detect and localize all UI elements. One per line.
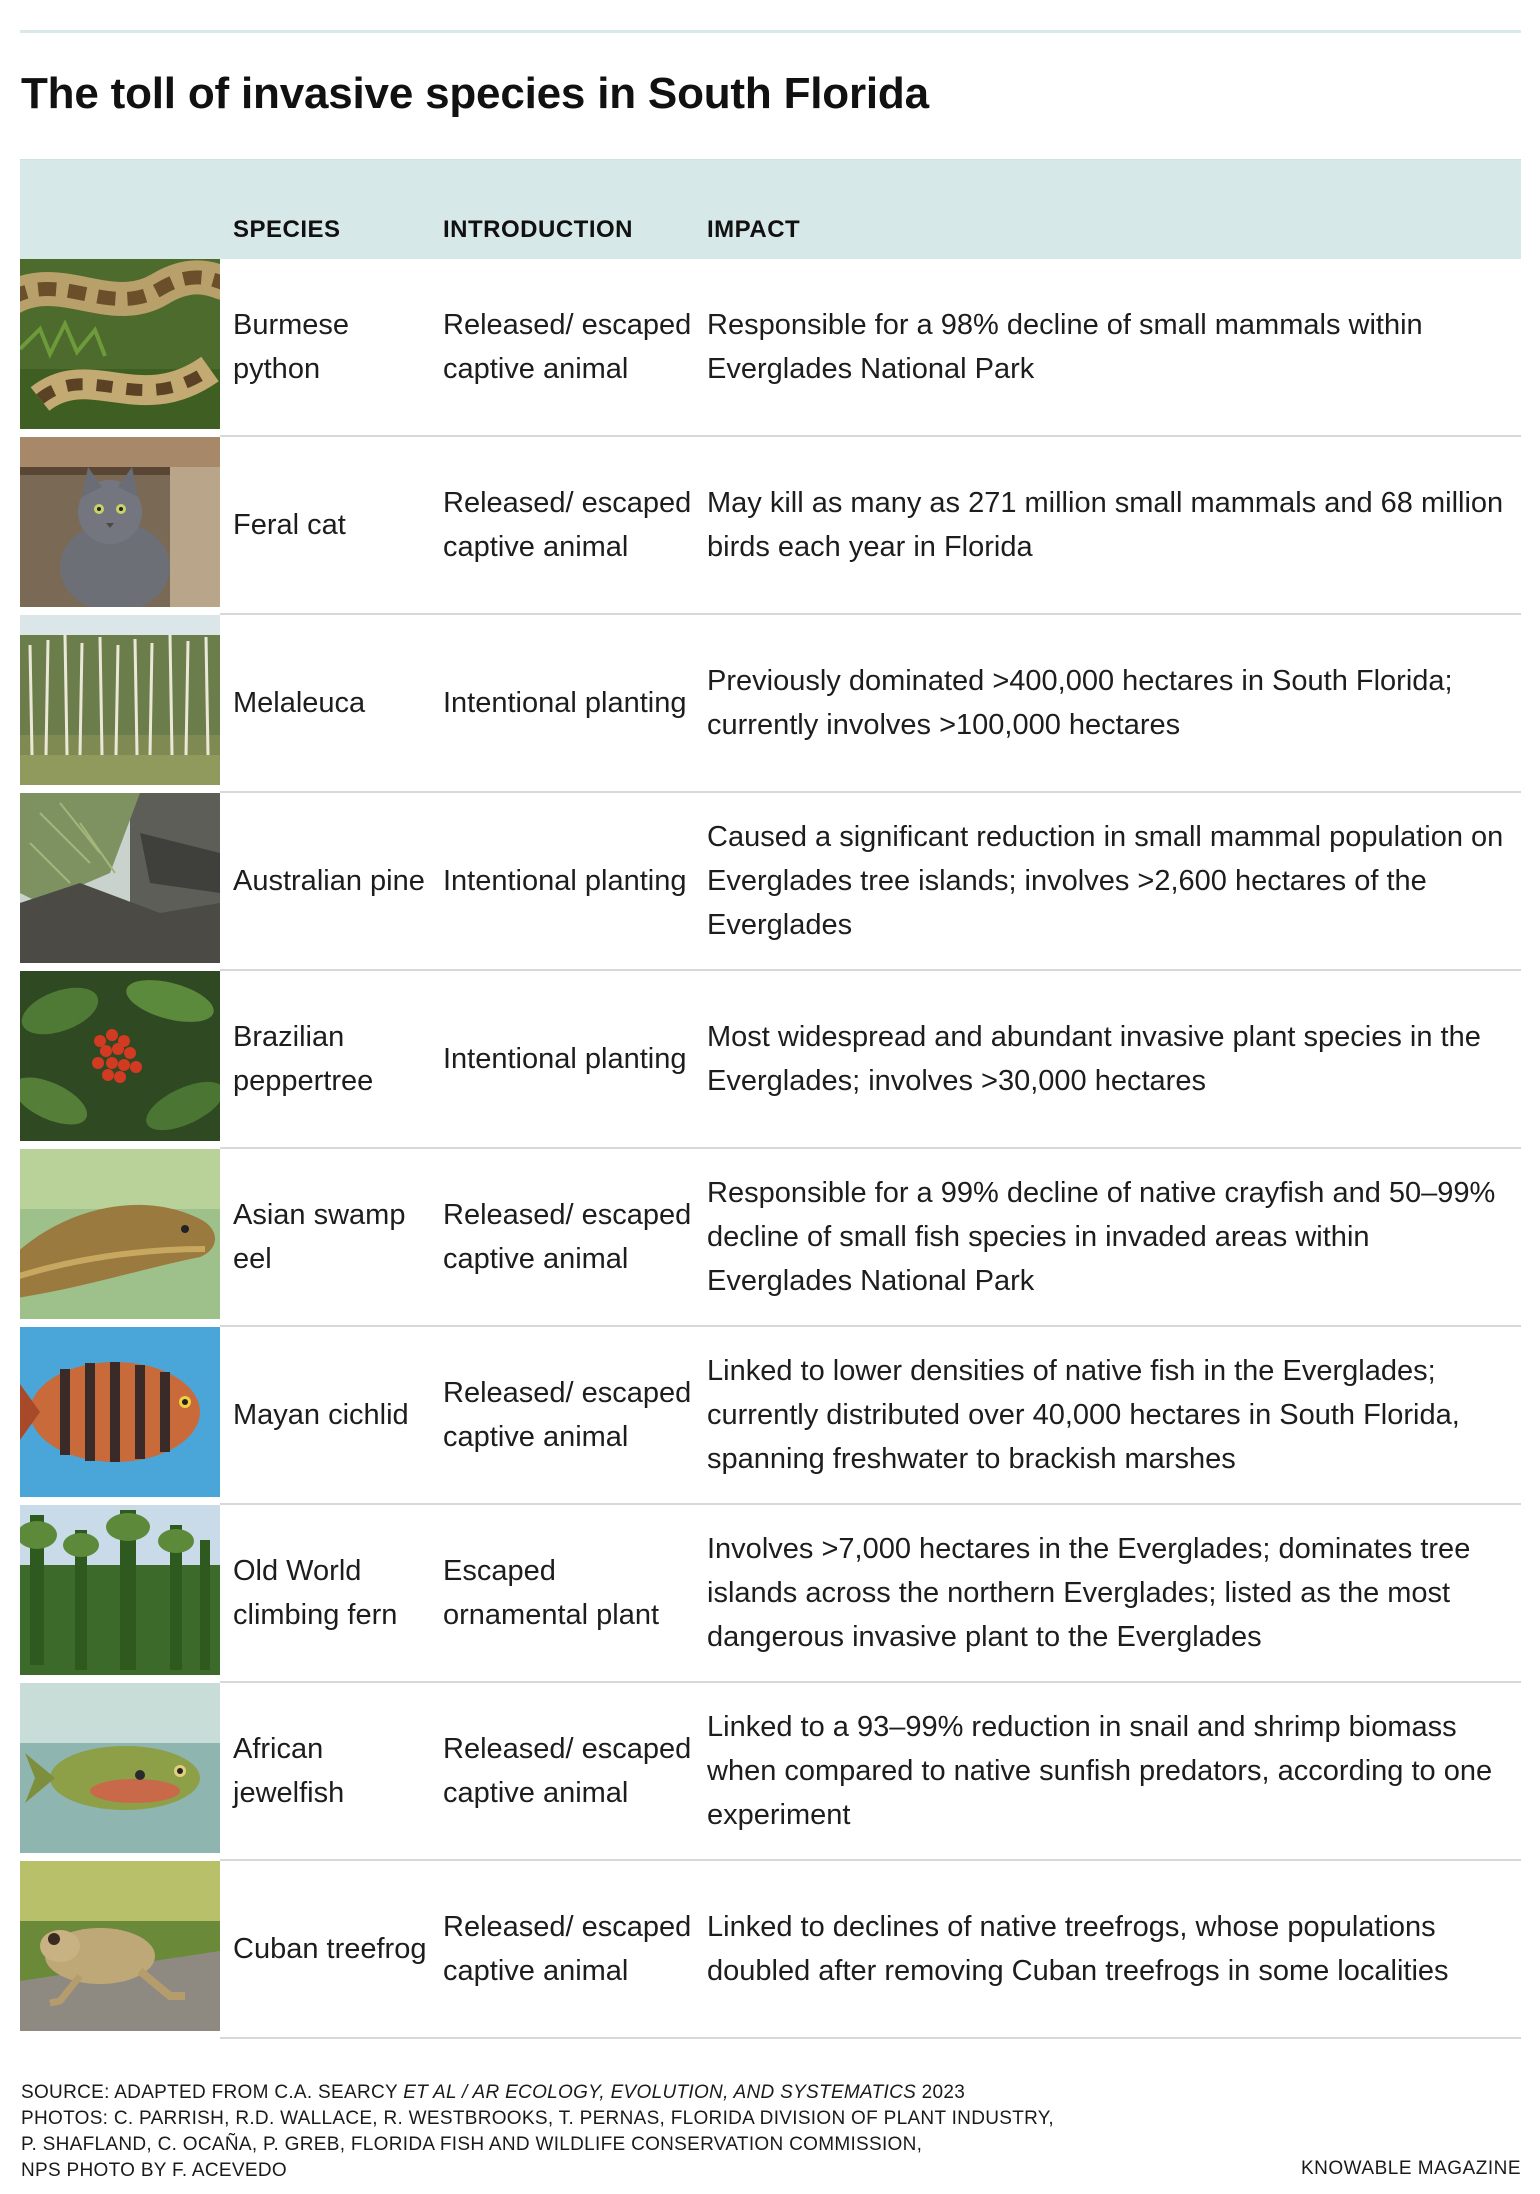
- species-name: Burmese python: [233, 309, 350, 385]
- species-name: Old World climbing fern: [233, 1555, 398, 1631]
- table-row: [20, 1861, 1521, 2039]
- species-name: Brazilian peppertree: [233, 1021, 374, 1097]
- impact-text: Previously dominated >400,000 hectares in South Florida; currently involves >100,000 hectares: [707, 665, 1453, 741]
- impact-text: May kill as many as 271 million small mammals and 68 million birds each year in Florida: [707, 487, 1504, 563]
- peppertree-photo: [20, 971, 220, 1141]
- impact-text: Responsible for a 99% decline of native crayfish and 50–99% decline of small fish species in invaded areas within Everglades National Park: [707, 1177, 1496, 1297]
- top-rule: [20, 30, 1521, 33]
- header-impact: IMPACT: [707, 216, 801, 243]
- introduction-text: Released/ escaped captive animal: [443, 487, 692, 563]
- introduction-text: Released/ escaped captive animal: [443, 309, 692, 385]
- brand-label: KNOWABLE MAGAZINE: [1301, 2158, 1521, 2179]
- table-row: [20, 1505, 1521, 1683]
- header-introduction: INTRODUCTION: [443, 216, 633, 243]
- species-name: Australian pine: [233, 865, 425, 897]
- cichlid-photo: [20, 1327, 220, 1497]
- introduction-text: Intentional planting: [443, 687, 687, 719]
- introduction-text: Escaped ornamental plant: [443, 1555, 660, 1631]
- species-name: Feral cat: [233, 509, 346, 541]
- photo-credits-line-3: NPS PHOTO BY F. ACEVEDO: [21, 2160, 287, 2181]
- page-title: The toll of invasive species in South Florida: [21, 69, 929, 118]
- introduction-text: Released/ escaped captive animal: [443, 1911, 692, 1987]
- introduction-text: Released/ escaped captive animal: [443, 1733, 692, 1809]
- table-header: [20, 159, 1521, 259]
- table-row: [20, 437, 1521, 615]
- table-row: [20, 793, 1521, 971]
- table-row: [20, 1149, 1521, 1327]
- species-name: Cuban treefrog: [233, 1933, 427, 1965]
- table-row: [20, 971, 1521, 1149]
- python-photo: [20, 259, 220, 429]
- impact-text: Caused a significant reduction in small mammal population on Everglades tree islands; involves >2,600 hectares of the Everglades: [707, 821, 1504, 941]
- cat-photo: [20, 437, 220, 607]
- table-row: [20, 259, 1521, 437]
- table-row: [20, 1327, 1521, 1505]
- species-name: Asian swamp eel: [233, 1199, 406, 1275]
- species-table: [20, 159, 1521, 2039]
- header-species: SPECIES: [233, 216, 341, 243]
- melaleuca-photo: [20, 615, 220, 785]
- introduction-text: Intentional planting: [443, 1043, 687, 1075]
- impact-text: Most widespread and abundant invasive plant species in the Everglades; involves >30,000 hectares: [707, 1021, 1481, 1097]
- introduction-text: Intentional planting: [443, 865, 687, 897]
- impact-text: Linked to a 93–99% reduction in snail and shrimp biomass when compared to native sunfish predators, according to one experiment: [707, 1711, 1493, 1831]
- impact-text: Involves >7,000 hectares in the Everglades; dominates tree islands across the northern Everglades; listed as the most dangerous invasive plant to the Everglades: [707, 1533, 1471, 1653]
- credits: [21, 2080, 1221, 2184]
- table-row: [20, 615, 1521, 793]
- species-name: African jewelfish: [233, 1733, 345, 1809]
- source-line: SOURCE: ADAPTED FROM C.A. SEARCY ET AL / AR ECOLOGY, EVOLUTION, AND SYSTEMATICS 2023: [21, 2082, 966, 2103]
- australian-pine-photo: [20, 793, 220, 963]
- eel-photo: [20, 1149, 220, 1319]
- photo-credits-line-2: P. SHAFLAND, C. OCAÑA, P. GREB, FLORIDA FISH AND WILDLIFE CONSERVATION COMMISSION,: [21, 2134, 923, 2155]
- introduction-text: Released/ escaped captive animal: [443, 1377, 692, 1453]
- jewelfish-photo: [20, 1683, 220, 1853]
- impact-text: Linked to declines of native treefrogs, whose populations doubled after removing Cuban treefrogs in some localities: [707, 1911, 1449, 1987]
- fern-photo: [20, 1505, 220, 1675]
- species-name: Melaleuca: [233, 687, 366, 719]
- photo-credits-line-1: PHOTOS: C. PARRISH, R.D. WALLACE, R. WESTBROOKS, T. PERNAS, FLORIDA DIVISION OF PLANT INDUSTRY,: [21, 2108, 1054, 2129]
- introduction-text: Released/ escaped captive animal: [443, 1199, 692, 1275]
- species-name: Mayan cichlid: [233, 1399, 409, 1431]
- impact-text: Responsible for a 98% decline of small mammals within Everglades National Park: [707, 309, 1423, 385]
- impact-text: Linked to lower densities of native fish in the Everglades; currently distributed over 40,000 hectares in South Florida, spanning freshwater to brackish marshes: [707, 1355, 1460, 1475]
- table-row: [20, 1683, 1521, 1861]
- treefrog-photo: [20, 1861, 220, 2031]
